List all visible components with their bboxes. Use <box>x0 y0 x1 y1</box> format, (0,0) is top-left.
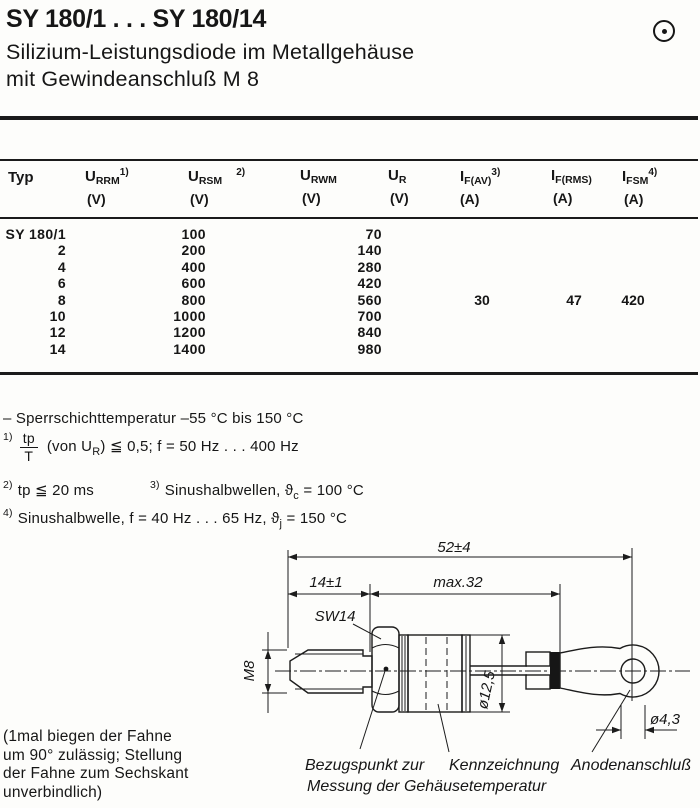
urrm-cell: 400 <box>181 258 206 275</box>
col-unit: (A) <box>460 191 480 207</box>
urwm-cell: 560 <box>357 291 382 308</box>
col-unit: (A) <box>553 190 573 206</box>
col-header-ifrms: $I_{F(RMS)}$ (A) <box>551 167 592 206</box>
subtitle-line-2: mit Gewindeanschluß M 8 <box>6 66 260 91</box>
table-row <box>0 259 698 275</box>
col-header-ifav: $I_{F(AV)}^{3)}$ (A) <box>460 167 501 207</box>
col-unit: (V) <box>190 191 209 207</box>
typ-cell: 14 <box>49 340 66 357</box>
typ-cell: 10 <box>49 307 66 324</box>
urrm-cell: 800 <box>181 291 206 308</box>
arrow-icon <box>499 635 505 644</box>
arrow-icon <box>612 727 621 733</box>
footnote-1-text: (von $U_R$) ≦ 0,5; f = 50 Hz . . . 400 Hz <box>46 438 299 458</box>
table-row <box>0 324 698 340</box>
crimp-band <box>550 652 560 689</box>
ifrms-value: 47 <box>566 292 582 308</box>
leader-line-sw14 <box>353 624 381 639</box>
typ-cell: 6 <box>57 275 66 292</box>
anode-label: Anodenanschluß <box>571 757 692 774</box>
tp-over-t-fraction: $\frac{tp}{T}$ <box>20 431 38 464</box>
thread-label: M8 <box>241 660 258 682</box>
col-header-ursm: $U_{RSM}^{2)}$ (V) <box>188 167 246 207</box>
tab-bending-note-line4: unverbindlich) <box>3 783 103 801</box>
col-unit: (V) <box>87 191 106 207</box>
ifsm-value: 420 <box>621 292 645 308</box>
junction-temp-note: – Sperrschichttemperatur –55 °C bis 150 °C <box>3 410 304 427</box>
urwm-cell: 700 <box>357 307 382 324</box>
footnote-2 <box>3 479 94 499</box>
urrm-cell: 100 <box>181 226 206 242</box>
arrow-icon <box>288 591 297 597</box>
case-diameter-label: ø12,5 <box>474 669 499 711</box>
col-unit: (A) <box>624 191 644 207</box>
subtitle-line-1: Silizium-Leistungsdiode im Metallgehäuse <box>6 40 415 64</box>
dim-stud-label: 14±1 <box>309 574 343 591</box>
case-flange-left <box>399 635 408 712</box>
table-row <box>0 275 698 291</box>
footnote-1 <box>3 431 299 464</box>
urrm-cell: 1200 <box>173 324 206 341</box>
case-body <box>408 635 462 712</box>
footnote-3-marker: 3) <box>150 479 160 491</box>
table-bottom-rule <box>0 372 698 375</box>
footnote-3 <box>150 479 364 502</box>
ifav-value: 30 <box>474 292 490 308</box>
footnote-4-text: Sinushalbwelle, f = 40 Hz . . . 65 Hz, $ϑ_j = 150$ °C <box>17 510 348 530</box>
reference-point-label-line2: Messung der Gehäusetemperatur <box>307 778 547 795</box>
typ-cell: 12 <box>49 324 66 341</box>
col-header-typ: Typ <box>8 169 34 186</box>
typ-cell: 2 <box>57 242 66 259</box>
arrow-icon <box>623 554 632 560</box>
typ-cell: SY 180/1 <box>5 226 66 242</box>
col-header-ifsm: $I_{FSM}^{4)}$ (A) <box>622 167 658 207</box>
arrow-icon <box>265 684 271 693</box>
reference-point-label-line1: Bezugspunkt zur <box>305 757 425 774</box>
urrm-cell: 200 <box>181 242 206 259</box>
urrm-cell: 1400 <box>173 340 206 357</box>
footnote-2-marker: 2) <box>3 479 13 491</box>
leader-line-marking <box>438 704 449 752</box>
urwm-cell: 70 <box>365 226 382 242</box>
typ-cell: 4 <box>57 258 66 275</box>
urwm-cell: 980 <box>357 340 382 357</box>
footnote-1-marker: 1) <box>3 431 13 443</box>
outline-drawing <box>240 533 700 808</box>
arrow-icon <box>265 650 271 659</box>
table-header-rule <box>0 217 698 219</box>
tab-bending-note-line2: um 90° zulässig; Stellung <box>3 746 183 764</box>
footnote-4-marker: 4) <box>3 507 13 519</box>
arrow-icon <box>361 591 370 597</box>
arrow-icon <box>499 703 505 712</box>
circle-dot-icon <box>653 20 675 42</box>
urwm-cell: 280 <box>357 258 382 275</box>
table-row <box>0 242 698 258</box>
page-subtitle <box>6 39 414 92</box>
table-row <box>0 308 698 324</box>
circle-dot-center <box>662 29 667 34</box>
urwm-cell: 420 <box>357 275 382 292</box>
typ-cell: 8 <box>57 291 66 308</box>
footnote-3-text: Sinushalbwellen, $ϑ_c = 100$ °C <box>164 482 364 502</box>
table-row <box>0 226 698 242</box>
tab-bending-note-line1: (1mal biegen der Fahne <box>3 728 172 745</box>
table-top-rule <box>0 159 698 161</box>
dim-case-label: max.32 <box>433 574 483 591</box>
crimp-top <box>526 652 550 666</box>
col-unit: (V) <box>302 190 321 206</box>
col-header-urrm: $U_{RRM}^{1)}$ (V) <box>85 167 129 207</box>
marking-label: Kennzeichnung <box>449 757 560 774</box>
table-row <box>0 341 698 357</box>
arrow-icon <box>370 591 379 597</box>
footnote-2-text: tp ≦ 20 ms <box>17 482 95 499</box>
tab-bending-note <box>3 728 223 802</box>
crimp-bottom <box>526 675 550 689</box>
arrow-icon <box>288 554 297 560</box>
urwm-cell: 840 <box>357 324 382 341</box>
tab-bending-note-line3: der Fahne zum Sechskant <box>3 765 189 783</box>
dim-total-label: 52±4 <box>437 539 471 556</box>
col-header-urwm: $U_{RWM}$ (V) <box>300 167 337 206</box>
page-title: SY 180/1 . . . SY 180/14 <box>6 5 267 33</box>
header-divider <box>0 116 698 120</box>
footnote-4 <box>3 507 347 530</box>
hole-diameter-label: ø4,3 <box>649 711 681 728</box>
col-header-ur: $U_R$ (V) <box>388 167 409 206</box>
leader-line-anode <box>592 690 630 752</box>
col-unit: (V) <box>390 190 409 206</box>
arrow-icon <box>551 591 560 597</box>
reference-point-dot <box>384 667 389 672</box>
urwm-cell: 140 <box>357 242 382 259</box>
wrench-size-label: SW14 <box>314 608 356 625</box>
urrm-cell: 600 <box>181 275 206 292</box>
urrm-cell: 1000 <box>173 307 206 324</box>
